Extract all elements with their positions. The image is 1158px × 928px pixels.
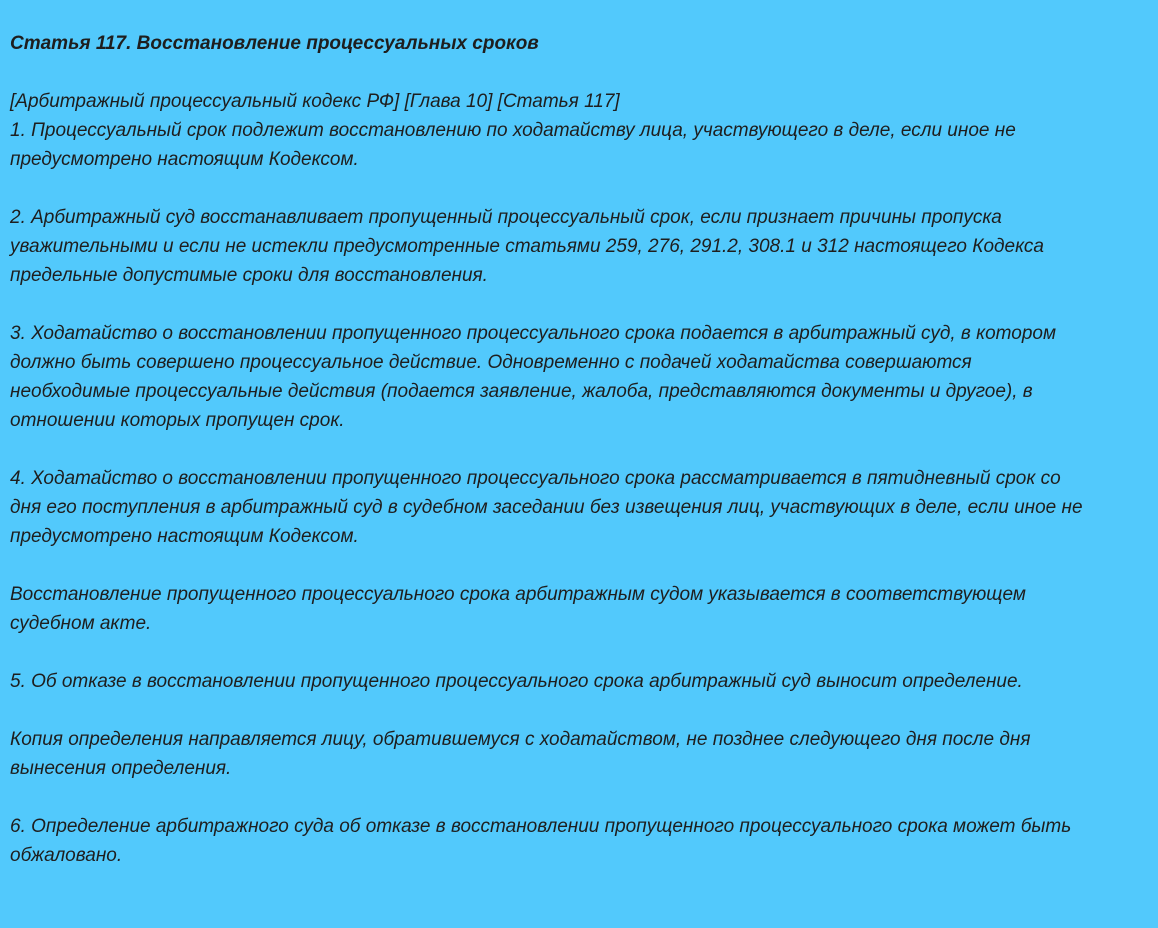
paragraph-line: Восстановление пропущенного процессуального срока арбитражным судом указывается в соответствующем <box>10 584 1026 605</box>
paragraph-line: Копия определения направляется лицу, обратившемуся с ходатайством, не позднее следующего дня после дня <box>10 729 1031 750</box>
paragraph-line: 2. Арбитражный суд восстанавливает пропущенный процессуальный срок, если признает причины пропуска <box>10 207 1002 228</box>
paragraph-line: 3. Ходатайство о восстановлении пропущенного процессуального срока подается в арбитражный суд, в котором <box>10 323 1056 344</box>
paragraph-line: предельные допустимые сроки для восстановления. <box>10 265 488 286</box>
paragraph-line: уважительными и если не истекли предусмотренные статьями 259, 276, 291.2, 308.1 и 312 настоящего Кодекса <box>10 236 1044 257</box>
paragraph-line: 5. Об отказе в восстановлении пропущенного процессуального срока арбитражный суд выносит определение. <box>10 671 1023 692</box>
paragraph-4 <box>10 464 1150 551</box>
paragraph-line: 1. Процессуальный срок подлежит восстановлению по ходатайству лица, участвующего в деле, если иное не <box>10 120 1016 141</box>
paragraph-line: судебном акте. <box>10 613 152 634</box>
paragraph-gap <box>10 638 1150 667</box>
paragraph-5 <box>10 667 1150 696</box>
paragraph-3 <box>10 319 1150 435</box>
paragraph-line: 6. Определение арбитражного суда об отказе в восстановлении пропущенного процессуального срока может быть <box>10 816 1072 837</box>
paragraph-gap <box>10 174 1150 203</box>
paragraph-line: 4. Ходатайство о восстановлении пропущенного процессуального срока рассматривается в пятидневный срок со <box>10 468 1061 489</box>
paragraph-gap <box>10 551 1150 580</box>
paragraph-1 <box>10 116 1150 174</box>
paragraph-gap <box>10 696 1150 725</box>
paragraph-line: дня его поступления в арбитражный суд в судебном заседании без извещения лиц, участвующих в деле, если иное не <box>10 497 1083 518</box>
paragraph-line: необходимые процессуальные действия (подается заявление, жалоба, представляются документы и другое), в <box>10 381 1033 402</box>
source-line: [Арбитражный процессуальный кодекс РФ] [Глава 10] [Статья 117] <box>10 91 620 112</box>
paragraph-gap <box>10 435 1150 464</box>
paragraph-4-note <box>10 580 1150 638</box>
source-reference <box>10 87 1150 116</box>
paragraph-gap <box>10 783 1150 812</box>
paragraph-line: предусмотрено настоящим Кодексом. <box>10 149 359 170</box>
paragraph-line: вынесения определения. <box>10 758 232 779</box>
paragraph-line: предусмотрено настоящим Кодексом. <box>10 526 359 547</box>
paragraph-gap <box>10 290 1150 319</box>
paragraph-line: отношении которых пропущен срок. <box>10 410 345 431</box>
paragraph-5-note <box>10 725 1150 783</box>
article-body <box>10 87 1150 870</box>
paragraph-line: должно быть совершено процессуальное действие. Одновременно с подачей ходатайства совершаются <box>10 352 972 373</box>
article-title: Статья 117. Восстановление процессуальных сроков <box>10 33 539 54</box>
paragraph-2 <box>10 203 1150 290</box>
paragraph-6 <box>10 812 1150 870</box>
paragraph-line: обжаловано. <box>10 845 123 866</box>
